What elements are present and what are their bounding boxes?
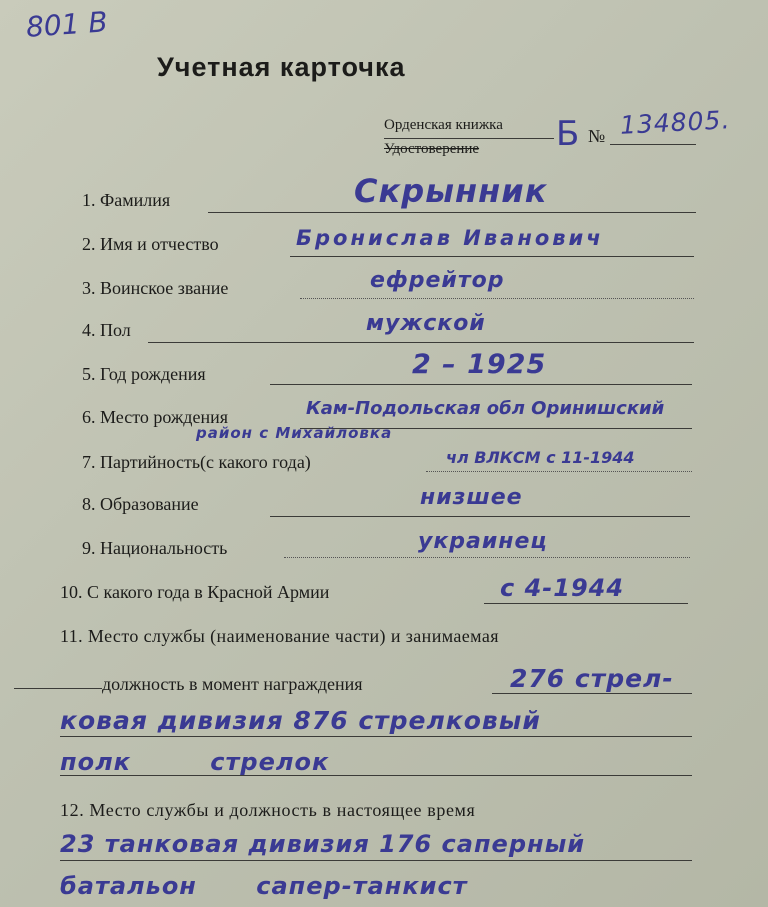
field-3-line xyxy=(300,298,694,299)
field-9-label: 9. Национальность xyxy=(82,538,228,558)
field-5-value: 2 – 1925 xyxy=(412,349,547,380)
field-11-value-line2: ковая дивизия 876 стрелковый xyxy=(60,706,541,735)
field-12-line xyxy=(60,860,692,861)
field-1-line xyxy=(208,212,696,213)
field-6-value: Кам-Подольская обл Оринишский xyxy=(306,398,665,419)
field-5-line xyxy=(270,384,692,385)
field-11-prefix-line xyxy=(14,688,102,689)
field-11-line2 xyxy=(60,736,692,737)
field-10-value: с 4-1944 xyxy=(500,574,625,602)
field-12-label: 12. Место службы и должность в настоящее время xyxy=(60,800,476,820)
field-8-line xyxy=(270,516,690,517)
field-3-value: ефрейтор xyxy=(370,268,505,293)
card-title: Учетная карточка xyxy=(157,52,406,82)
field-6-value-line2: район с Михайловка xyxy=(196,424,393,442)
field-8-value: низшее xyxy=(420,485,523,510)
number-series: Б xyxy=(556,114,581,154)
field-11-value-line3: полк стрелок xyxy=(60,748,330,776)
field-11-value: 276 стрел- xyxy=(510,664,674,693)
field-11-line xyxy=(492,693,692,694)
field-9-value: украинец xyxy=(418,529,548,554)
field-10-label: 10. С какого года в Красной Армии xyxy=(60,582,330,602)
field-4-label: 4. Пол xyxy=(82,320,131,340)
field-7-line xyxy=(426,471,692,472)
number-value: 134805. xyxy=(619,105,732,140)
field-7-label: 7. Партийность(с какого года) xyxy=(82,452,311,472)
field-11-label-line2: должность в момент награждения xyxy=(102,674,363,694)
order-book-label-line xyxy=(384,138,554,139)
field-11-label: 11. Место службы (наименование части) и занимаемая xyxy=(60,626,499,646)
order-book-label: Орденская книжка xyxy=(384,117,503,133)
field-3-label: 3. Воинское звание xyxy=(82,278,229,298)
field-9-line xyxy=(284,557,690,558)
number-sign: № xyxy=(588,126,606,146)
field-6-label: 6. Место рождения xyxy=(82,407,229,427)
field-8-label: 8. Образование xyxy=(82,494,199,514)
field-10-line xyxy=(484,603,688,604)
field-11-line3 xyxy=(60,775,692,776)
number-line xyxy=(610,144,696,145)
field-4-line xyxy=(148,342,694,343)
field-5-label: 5. Год рождения xyxy=(82,364,206,384)
certificate-label: Удостоверение xyxy=(384,141,480,157)
field-2-line xyxy=(290,256,694,257)
field-12-value: 23 танковая дивизия 176 саперный xyxy=(60,830,586,858)
field-7-value: чл ВЛКСМ с 11-1944 xyxy=(446,448,635,467)
field-1-value: Скрынник xyxy=(354,172,548,210)
field-12-value-line2: батальон сапер-танкист xyxy=(60,872,468,900)
archive-mark: 801 В xyxy=(24,5,109,44)
field-1-label: 1. Фамилия xyxy=(82,190,171,210)
field-2-label: 2. Имя и отчество xyxy=(82,234,219,254)
field-4-value: мужской xyxy=(366,311,486,336)
field-2-value: Брониcлав Иванович xyxy=(296,226,604,250)
